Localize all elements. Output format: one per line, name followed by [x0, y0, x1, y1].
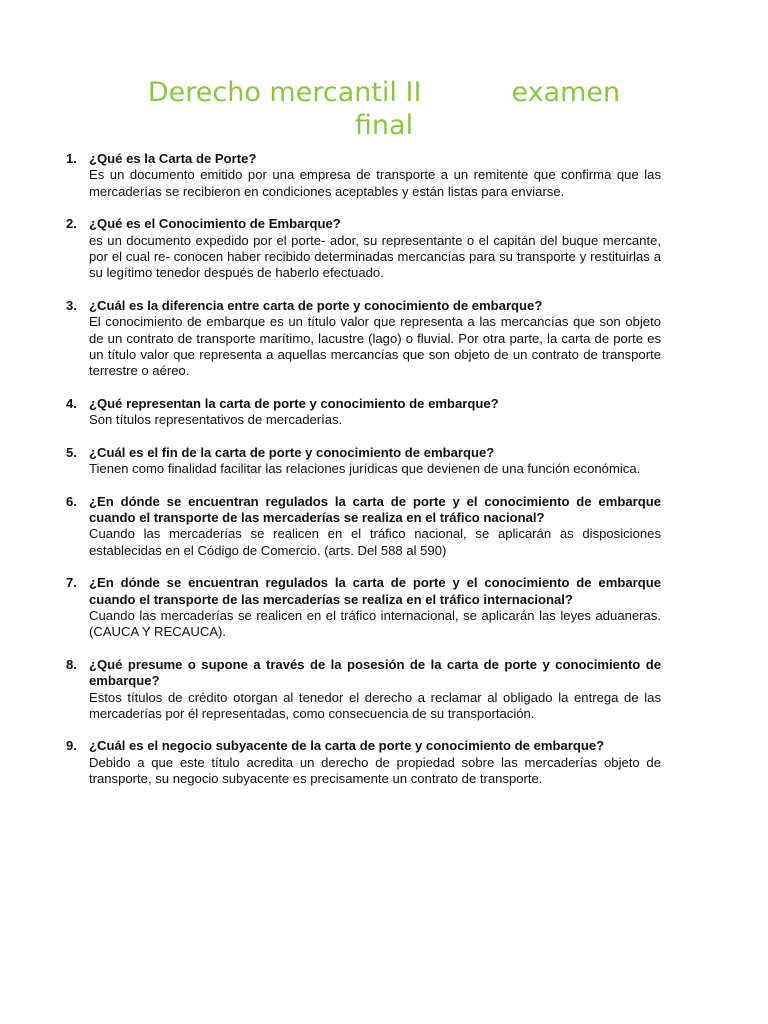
question-item — [66, 657, 661, 723]
question-number: 1. — [66, 151, 77, 166]
answer-text: Cuando las mercaderías se realicen en el tráfico internacional, se aplicarán las leyes aduaneras. (CAUCA Y RECAUCA). — [89, 607, 661, 640]
answer-text: Debido a que este título acredita un derecho de propiedad sobre las mercaderías objeto de transporte, su negocio subyacente es precisamente un contrato de transporte. — [89, 754, 661, 787]
answer-text: Son títulos representativos de mercaderías. — [89, 412, 343, 428]
answer-text: Cuando las mercaderías se realicen en el tráfico nacional, se aplicarán as disposiciones establecidas en el Código de Comercio. (arts. Del 588 al 590) — [89, 526, 661, 558]
question-number: 2. — [66, 216, 77, 232]
title-right: examen — [511, 77, 621, 108]
question-text: ¿En dónde se encuentran regulados la carta de porte y el conocimiento de embarque cuando el transporte de las mercaderías se realiza en el tráfico internacional? — [89, 575, 661, 607]
answer-text: es un documento expedido por el porte- ador, su representante o el capitán del buque mercante, por el cual re- conocen haber recibido determinadas mercancías para su transporte y restituirlas a su legítimo tenedor después de haberlo efectuado. — [89, 232, 661, 281]
question-text: ¿Cuál es el fin de la carta de porte y conocimiento de embarque? — [89, 444, 495, 460]
question-number: 8. — [66, 656, 77, 672]
question-item — [66, 298, 661, 380]
question-text: ¿Qué representan la carta de porte y conocimiento de embarque? — [89, 395, 499, 411]
question-text: ¿Qué es la Carta de Porte? — [89, 151, 257, 166]
question-item — [66, 151, 661, 200]
question-item — [66, 216, 661, 282]
question-text: ¿Cuál es la diferencia entre carta de porte y conocimiento de embarque? — [89, 297, 543, 313]
question-number: 4. — [66, 395, 77, 411]
question-number: 7. — [66, 575, 77, 591]
document-title — [110, 76, 658, 142]
question-list — [66, 151, 661, 804]
question-text: ¿En dónde se encuentran regulados la carta de porte y el conocimiento de embarque cuando el transporte de las mercaderías se realiza en el tráfico nacional? — [89, 493, 661, 525]
question-item — [66, 738, 661, 787]
question-item — [66, 396, 661, 429]
question-item — [66, 575, 661, 641]
answer-text: Tienen como finalidad facilitar las relaciones jurídicas que devienen de una función económica. — [89, 461, 641, 477]
title-line2: final — [354, 110, 414, 141]
question-number: 5. — [66, 444, 77, 460]
question-text: ¿Qué presume o supone a través de la posesión de la carta de porte y conocimiento de embarque? — [89, 656, 661, 689]
answer-text: Es un documento emitido por una empresa de transporte a un remitente que confirma que las mercaderías se recibieron en condiciones aceptables y están listas para enviarse. — [89, 167, 661, 199]
answer-text: El conocimiento de embarque es un título valor que representa a las mercancías que son objeto de un contrato de transporte marítimo, lacustre (lago) o fluvial. Por otra parte, la carta de porte es un título valor que representa a aquellas mercancías que son objeto de un contrato de transporte terrestre o aéreo. — [89, 314, 661, 379]
question-number: 6. — [66, 493, 77, 509]
question-number: 3. — [66, 297, 77, 313]
question-number: 9. — [66, 738, 77, 754]
question-item — [66, 494, 661, 560]
answer-text: Estos títulos de crédito otorgan al tenedor el derecho a reclamar al obligado la entrega de las mercaderías por él representadas, como consecuencia de su transportación. — [89, 689, 661, 721]
question-text: ¿Cuál es el negocio subyacente de la carta de porte y conocimiento de embarque? — [89, 738, 605, 754]
question-text: ¿Qué es el Conocimiento de Embarque? — [89, 216, 341, 232]
title-left: Derecho mercantil II — [147, 77, 422, 108]
question-item — [66, 445, 661, 478]
